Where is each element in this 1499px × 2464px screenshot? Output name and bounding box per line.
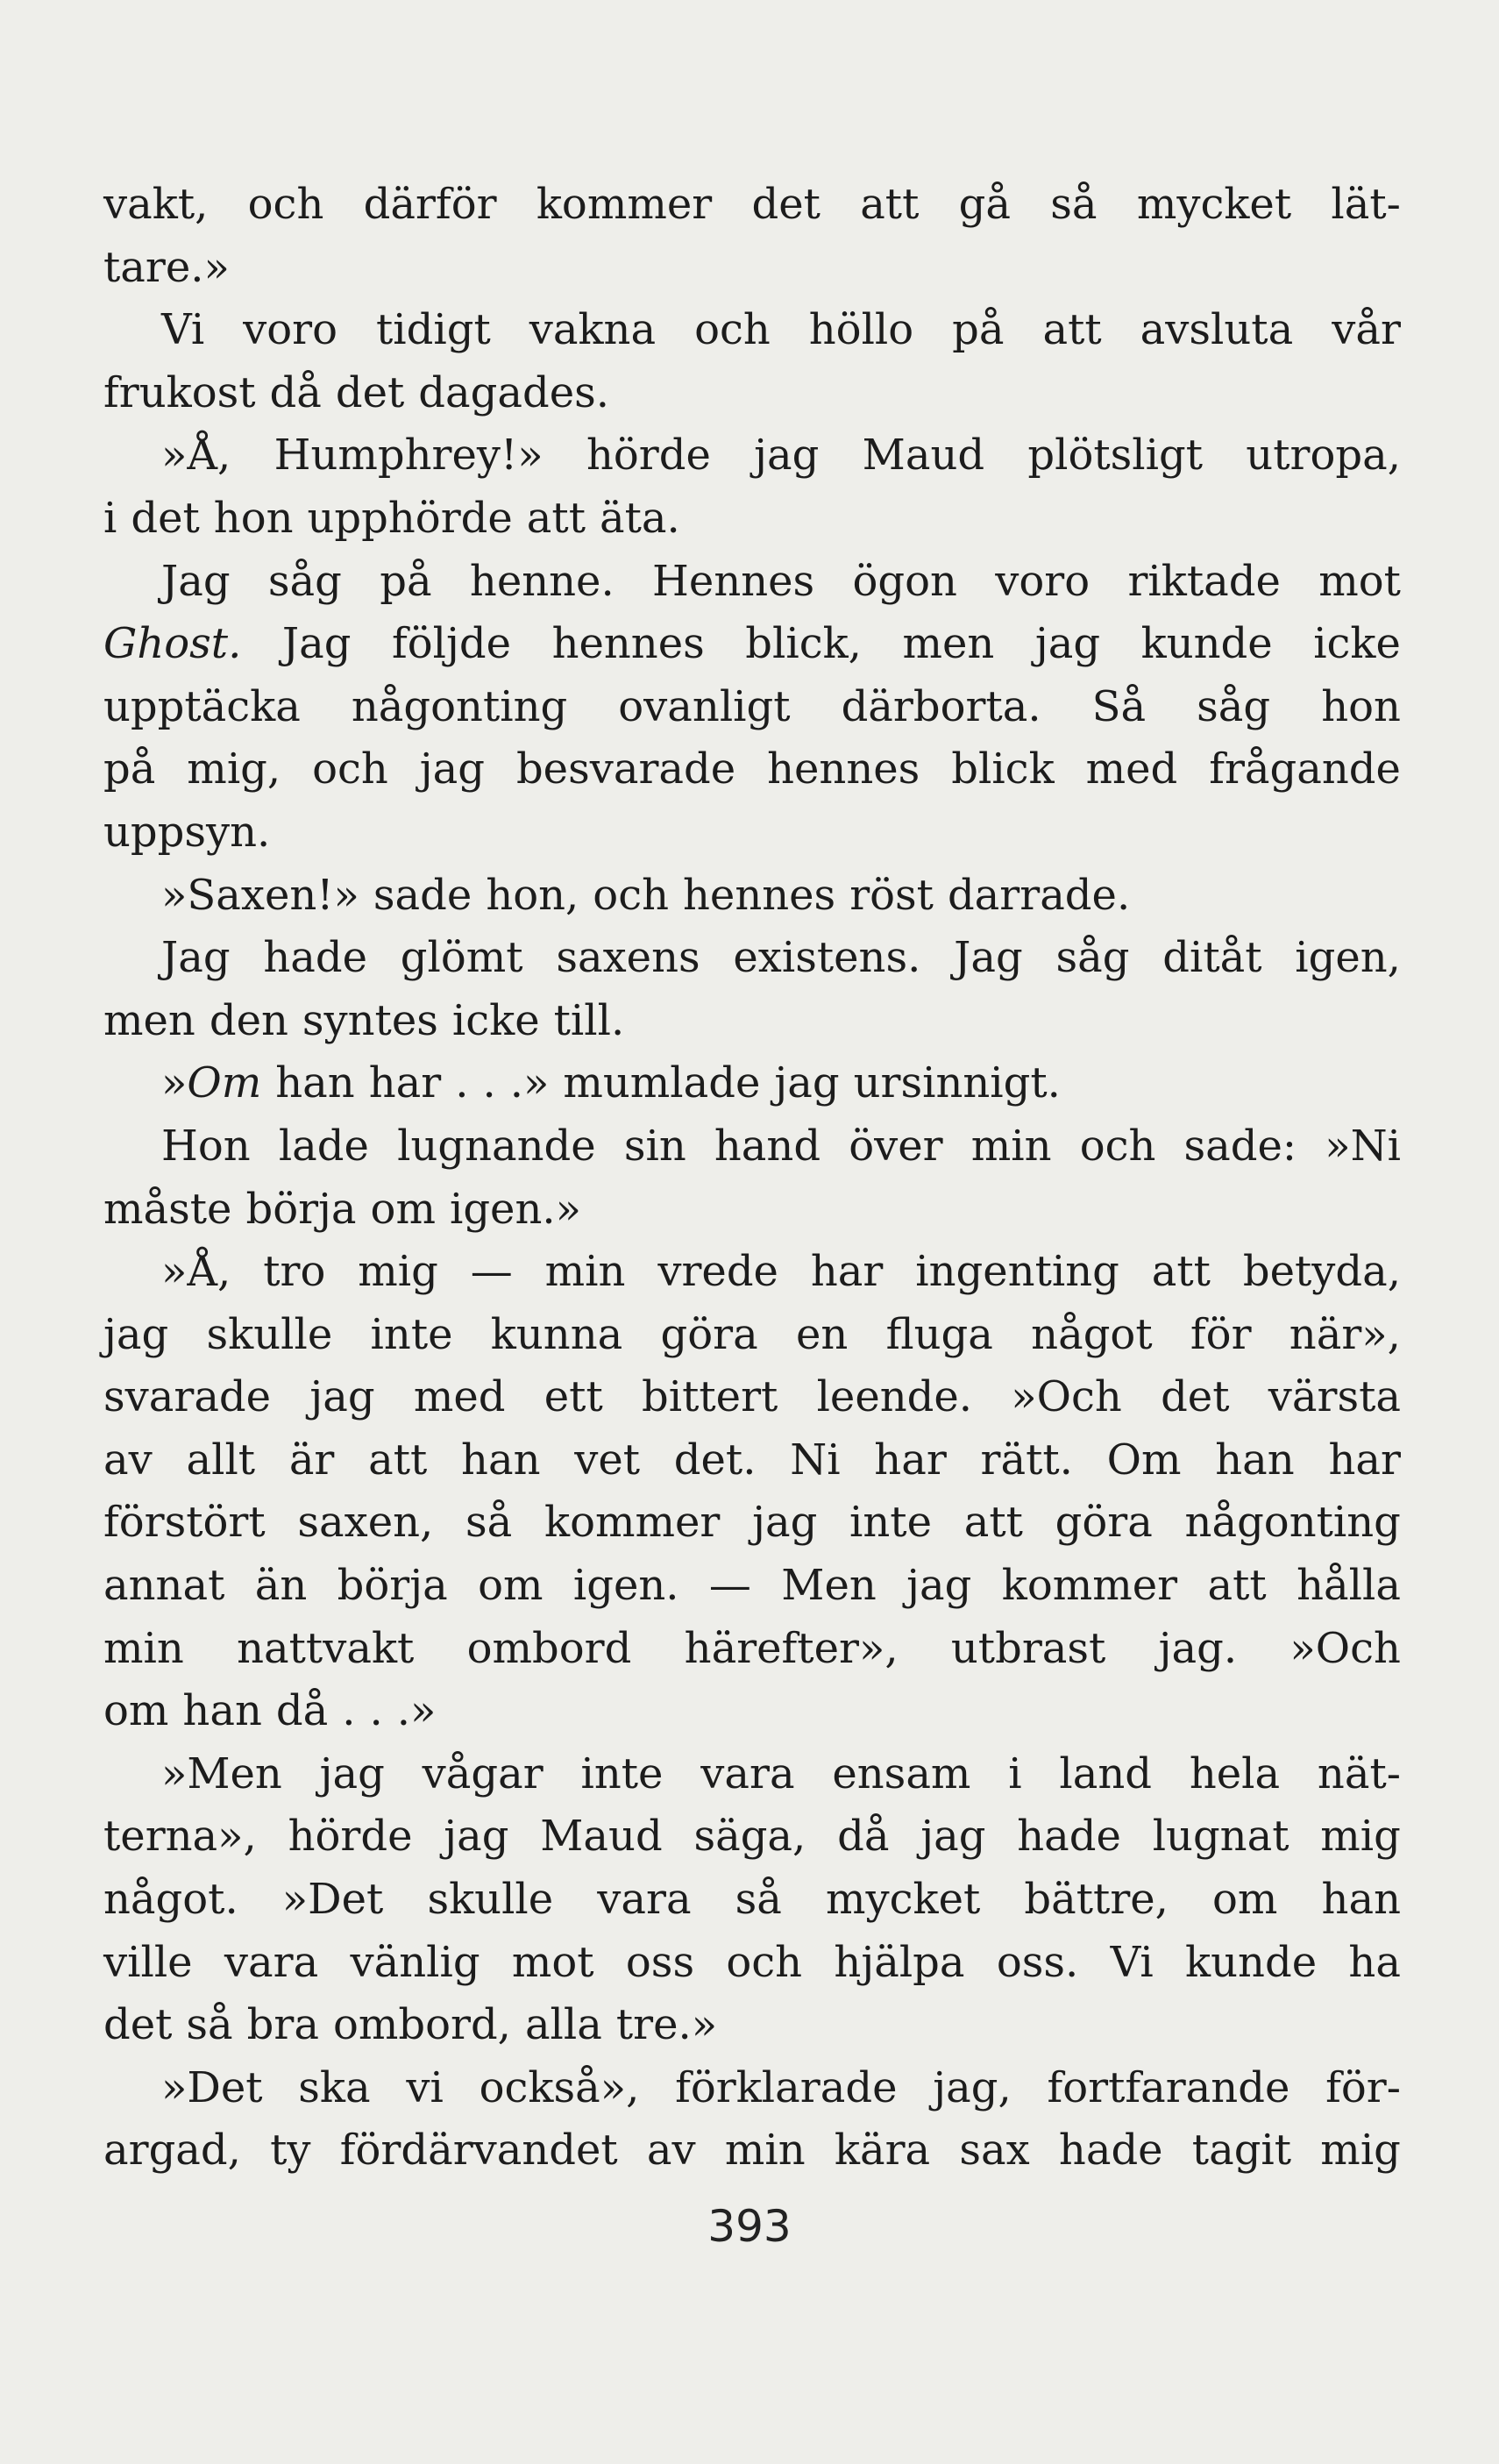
text-line: upptäcka någonting ovanligt därborta. Så såg hon — [103, 681, 1401, 731]
text-line: ville vara vänlig mot oss och hjälpa oss. Vi kunde ha — [103, 1937, 1401, 1987]
text-line: det så bra ombord, alla tre.» — [103, 2000, 718, 2050]
text-line: jag skulle inte kunna göra en fluga något för när», — [103, 1309, 1401, 1359]
text-line: Jag såg på henne. Hennes ögon voro riktade mot — [161, 556, 1401, 606]
text-line: Hon lade lugnande sin hand över min och sade: »Ni — [161, 1121, 1401, 1171]
text-line: uppsyn. — [103, 807, 271, 857]
text-line: förstört saxen, så kommer jag inte att göra någonting — [103, 1498, 1401, 1548]
page-number: 393 — [707, 2201, 792, 2252]
text-line: frukost då det dagades. — [103, 367, 610, 417]
text-line: men den syntes icke till. — [103, 995, 625, 1045]
text-line: Ghost. Jag följde hennes blick, men jag kunde icke — [103, 619, 1401, 669]
text-line: »Men jag vågar inte vara ensam i land hela nät- — [161, 1748, 1401, 1798]
text-line: tare.» — [103, 242, 230, 292]
text-line: min nattvakt ombord härefter», utbrast jag. »Och — [103, 1623, 1401, 1673]
body-text — [103, 174, 1401, 2183]
text-line: annat än börja om igen. — Men jag kommer att hålla — [103, 1561, 1401, 1611]
text-line: vakt, och därför kommer det att gå så mycket lät- — [103, 180, 1401, 229]
text-line: terna», hörde jag Maud säga, då jag hade lugnat mig — [103, 1812, 1401, 1862]
text-line: något. »Det skulle vara så mycket bättre, om han — [103, 1875, 1401, 1925]
text-line: i det hon upphörde att äta. — [103, 493, 680, 543]
text-line: svarade jag med ett bittert leende. »Och det värsta — [103, 1372, 1401, 1422]
text-line: måste börja om igen.» — [103, 1184, 581, 1234]
text-line: »Å, tro mig — min vrede har ingenting att betyda, — [161, 1247, 1401, 1297]
text-line: om han då . . .» — [103, 1686, 437, 1736]
text-line: »Å, Humphrey!» hörde jag Maud plötsligt utropa, — [161, 431, 1401, 481]
text-line: på mig, och jag besvarade hennes blick med frågande — [103, 744, 1401, 794]
text-line: Vi voro tidigt vakna och höllo på att avsluta vår — [161, 305, 1401, 355]
text-line: av allt är att han vet det. Ni har rätt. Om han har — [103, 1435, 1401, 1485]
text-line: »Det ska vi också», förklarade jag, fortfarande för- — [161, 2062, 1401, 2112]
text-line: »Saxen!» sade hon, och hennes röst darrade. — [161, 870, 1131, 920]
text-line: »Om han har . . .» mumlade jag ursinnigt. — [161, 1058, 1061, 1108]
text-line: Jag hade glömt saxens existens. Jag såg ditåt igen, — [161, 933, 1401, 983]
text-line: argad, ty fördärvandet av min kära sax hade tagit mig — [103, 2126, 1401, 2176]
